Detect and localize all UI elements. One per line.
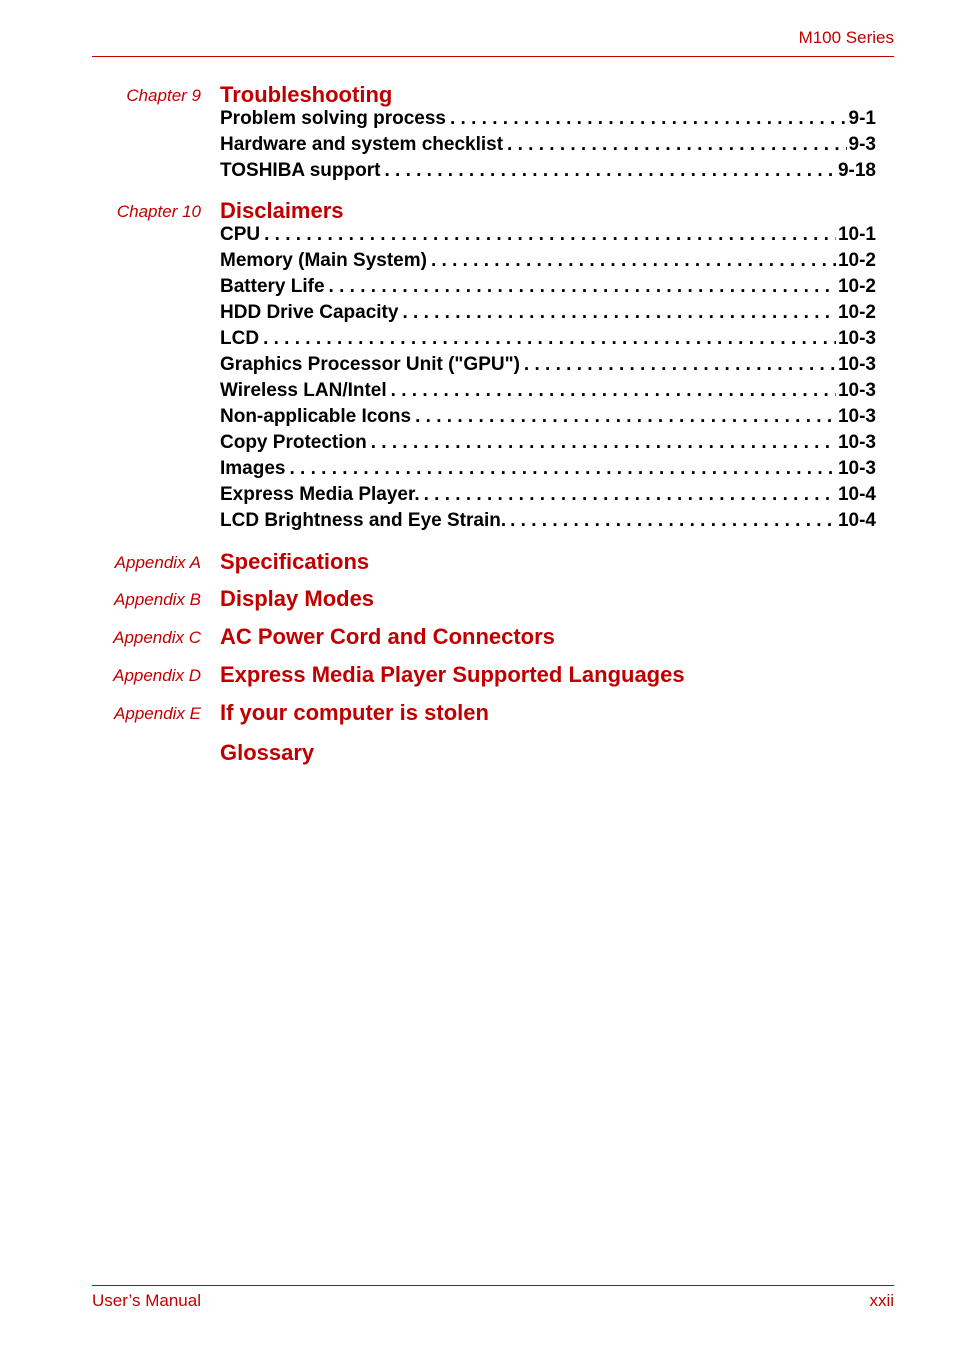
section-title-link[interactable]: Specifications <box>220 549 370 574</box>
entry-title: Problem solving process <box>220 108 446 129</box>
entry-page: 10-3 <box>837 354 876 375</box>
entry-title: CPU <box>220 224 261 245</box>
dot-leader <box>391 380 836 402</box>
dot-leader <box>424 484 836 506</box>
toc-entry[interactable] <box>220 250 876 276</box>
toc-entry[interactable] <box>220 458 876 484</box>
dot-leader <box>415 406 836 428</box>
entry-page: 9-1 <box>848 108 876 129</box>
section-title-link[interactable]: Troubleshooting <box>220 82 393 107</box>
dot-leader <box>263 328 836 350</box>
toc-entry[interactable] <box>220 160 876 186</box>
entry-title: Wireless LAN/Intel <box>220 380 387 401</box>
entry-title: Hardware and system checklist <box>220 134 504 155</box>
dot-leader <box>450 108 847 130</box>
section-title-link[interactable]: Disclaimers <box>220 198 344 223</box>
dot-leader <box>329 276 836 298</box>
entry-page: 10-2 <box>837 302 876 323</box>
toc-entry[interactable] <box>220 406 876 432</box>
dot-leader <box>510 510 836 532</box>
entry-page: 10-2 <box>837 250 876 271</box>
entry-title: LCD Brightness and Eye Strain. <box>220 510 507 531</box>
dot-leader <box>371 432 836 454</box>
entry-page: 9-3 <box>848 134 876 155</box>
dot-leader <box>507 134 847 156</box>
section-title-link[interactable]: If your computer is stolen <box>220 700 489 725</box>
toc-entry[interactable] <box>220 354 876 380</box>
entry-page: 9-18 <box>837 160 876 181</box>
entry-title: LCD <box>220 328 260 349</box>
dot-leader <box>264 224 836 246</box>
section-label: Appendix B <box>114 590 201 609</box>
entry-title: TOSHIBA support <box>220 160 381 181</box>
toc-entry[interactable] <box>220 302 876 328</box>
section-title-link[interactable]: Glossary <box>220 740 315 765</box>
entry-page: 10-3 <box>837 432 876 453</box>
entry-page: 10-2 <box>837 276 876 297</box>
entry-page: 10-3 <box>837 458 876 479</box>
entry-title: HDD Drive Capacity <box>220 302 399 323</box>
footer-rule <box>92 1285 894 1286</box>
entry-title: Memory (Main System) <box>220 250 427 271</box>
page-number: xxii <box>869 1291 894 1310</box>
toc-entry[interactable] <box>220 276 876 302</box>
toc-entry[interactable] <box>220 432 876 458</box>
entry-title: Express Media Player. <box>220 484 420 505</box>
section-label: Appendix A <box>114 553 201 572</box>
toc-entry[interactable] <box>220 108 876 134</box>
dot-leader <box>384 160 836 182</box>
section-label: Appendix E <box>114 704 201 723</box>
toc-entry[interactable] <box>220 328 876 354</box>
toc-entry[interactable] <box>220 224 876 250</box>
dot-leader <box>289 458 835 480</box>
entry-title: Battery Life <box>220 276 325 297</box>
entry-page: 10-4 <box>837 510 876 531</box>
dot-leader <box>402 302 836 324</box>
section-label: Chapter 10 <box>116 202 201 221</box>
section-title-link[interactable]: Express Media Player Supported Languages <box>220 662 685 687</box>
entry-title: Non-applicable Icons <box>220 406 412 427</box>
footer-manual-label: User’s Manual <box>92 1291 201 1310</box>
entry-page: 10-3 <box>837 406 876 427</box>
toc-entry[interactable] <box>220 380 876 406</box>
section-title-link[interactable]: Display Modes <box>220 586 375 611</box>
dot-leader <box>431 250 836 272</box>
section-label: Appendix D <box>113 666 201 685</box>
entry-title: Graphics Processor Unit ("GPU") <box>220 354 520 375</box>
entry-page: 10-3 <box>837 380 876 401</box>
entry-title: Copy Protection <box>220 432 367 453</box>
entry-title: Images <box>220 458 286 479</box>
entry-page: 10-1 <box>837 224 876 245</box>
toc-entry[interactable] <box>220 134 876 160</box>
toc-entry[interactable] <box>220 484 876 510</box>
toc-entry[interactable] <box>220 510 876 536</box>
series-title: M100 Series <box>798 28 894 47</box>
entry-page: 10-3 <box>837 328 876 349</box>
header-rule <box>92 56 894 57</box>
section-label: Chapter 9 <box>126 86 201 105</box>
dot-leader <box>524 354 836 376</box>
entry-page: 10-4 <box>837 484 876 505</box>
section-label: Appendix C <box>113 628 201 647</box>
section-title-link[interactable]: AC Power Cord and Connectors <box>220 624 555 649</box>
